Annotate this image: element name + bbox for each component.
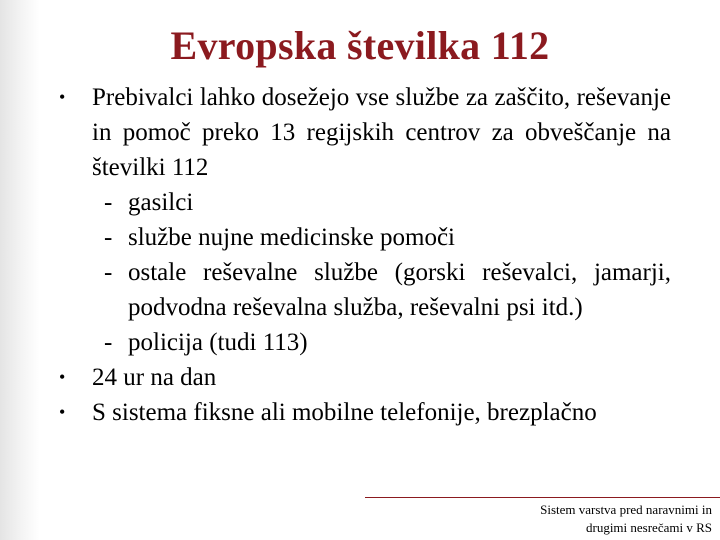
slide-title: Evropska številka 112 (170, 23, 550, 68)
sub-item-text: policija (tudi 113) (128, 329, 308, 356)
sub-item (55, 185, 671, 220)
sub-item-text: gasilci (128, 189, 194, 216)
sub-item (55, 220, 671, 255)
footer-line-1: Sistem varstva pred naravnimi in (540, 502, 712, 517)
bullet-icon: • (59, 87, 66, 107)
bullet-icon: • (59, 367, 66, 387)
sub-item (55, 255, 671, 325)
sub-item-text: službe nujne medicinske pomoči (128, 224, 456, 251)
dash-icon: - (104, 259, 113, 286)
sub-item-text: ostale reševalne službe (gorski reševalci, jamarji, podvodna reševalna služba, reševalni psi itd.) (128, 259, 671, 321)
slide-content (55, 80, 671, 430)
dash-icon: - (104, 189, 113, 216)
sub-item (55, 325, 671, 360)
bullet-item (55, 80, 671, 185)
footer-caption (452, 501, 712, 537)
left-edge-shade (0, 0, 40, 540)
bullet-text: Prebivalci lahko dosežejo vse službe za zaščito, reševanje in pomoč preko 13 regijskih centrov za obveščanje na številki 112 (92, 84, 671, 181)
bullet-icon: • (59, 402, 66, 422)
bullet-item (55, 395, 671, 430)
footer-rule (365, 497, 720, 498)
dash-icon: - (104, 329, 113, 356)
dash-icon: - (104, 224, 113, 251)
bullet-item (55, 360, 671, 395)
footer-line-2: drugimi nesrečami v RS (585, 520, 712, 535)
bullet-text: 24 ur na dan (92, 364, 217, 391)
bullet-text: S sistema fiksne ali mobilne telefonije, brezplačno (92, 399, 597, 426)
